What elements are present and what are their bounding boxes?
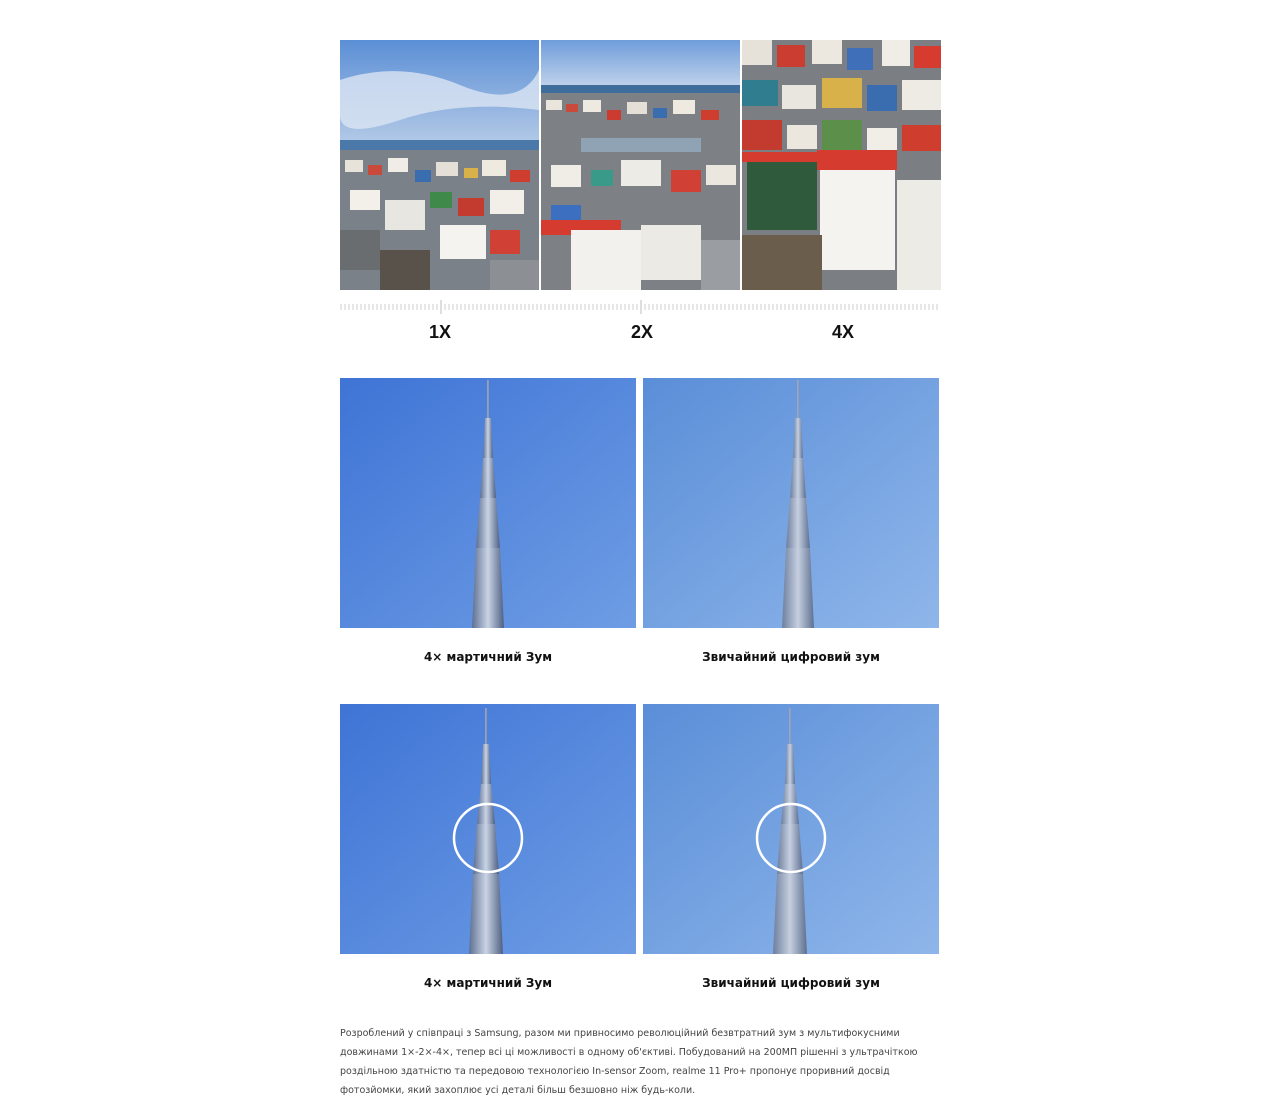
tower-photo-matrix-zoom-detail bbox=[340, 704, 636, 954]
zoom-label-2x: 2X bbox=[630, 322, 654, 342]
zoom-label-4x: 4X bbox=[831, 322, 855, 342]
caption-matrix-zoom-2: 4× мартичний Зум bbox=[423, 976, 553, 990]
city-image-2x bbox=[541, 40, 740, 290]
photo-zoom-4x bbox=[742, 40, 941, 290]
city-image-4x bbox=[742, 40, 941, 290]
description-text: Розроблений у співпраці з Samsung, разом ми привносимо революційний безвтратний зум з мультифокусними довжинами 1×-2×-4×, тепер всі ці можливості в одному об'єктиві. Побудований на 200МП рішенні з ультрачіткою роздільною здатністю та передовою технологією In-sensor Zoom, realme 11 Pro+ пропонує проривний досвід фотозйомки, який захоплює усі деталі більш безшовно ніж будь-коли. bbox=[340, 1028, 918, 1096]
zoom-ruler bbox=[340, 300, 941, 314]
city-image-1x bbox=[340, 40, 539, 290]
caption-matrix-zoom-1: 4× мартичний Зум bbox=[423, 650, 553, 664]
tower-image-digital-zoom-detail bbox=[643, 704, 939, 954]
tower-image-matrix-zoom-detail bbox=[340, 704, 636, 954]
zoom-comparison-strip bbox=[340, 40, 941, 290]
caption-digital-zoom-2: Звичайний цифровий зум bbox=[702, 976, 880, 990]
photo-zoom-1x bbox=[340, 40, 539, 290]
tower-photo-digital-zoom bbox=[643, 378, 939, 628]
tower-photo-matrix-zoom bbox=[340, 378, 636, 628]
tower-photo-digital-zoom-detail bbox=[643, 704, 939, 954]
zoom-label-1x: 1X bbox=[428, 322, 452, 342]
caption-digital-zoom-1: Звичайний цифровий зум bbox=[702, 650, 880, 664]
tower-image-matrix-zoom bbox=[340, 378, 636, 628]
tower-image-digital-zoom bbox=[643, 378, 939, 628]
photo-zoom-2x bbox=[541, 40, 740, 290]
